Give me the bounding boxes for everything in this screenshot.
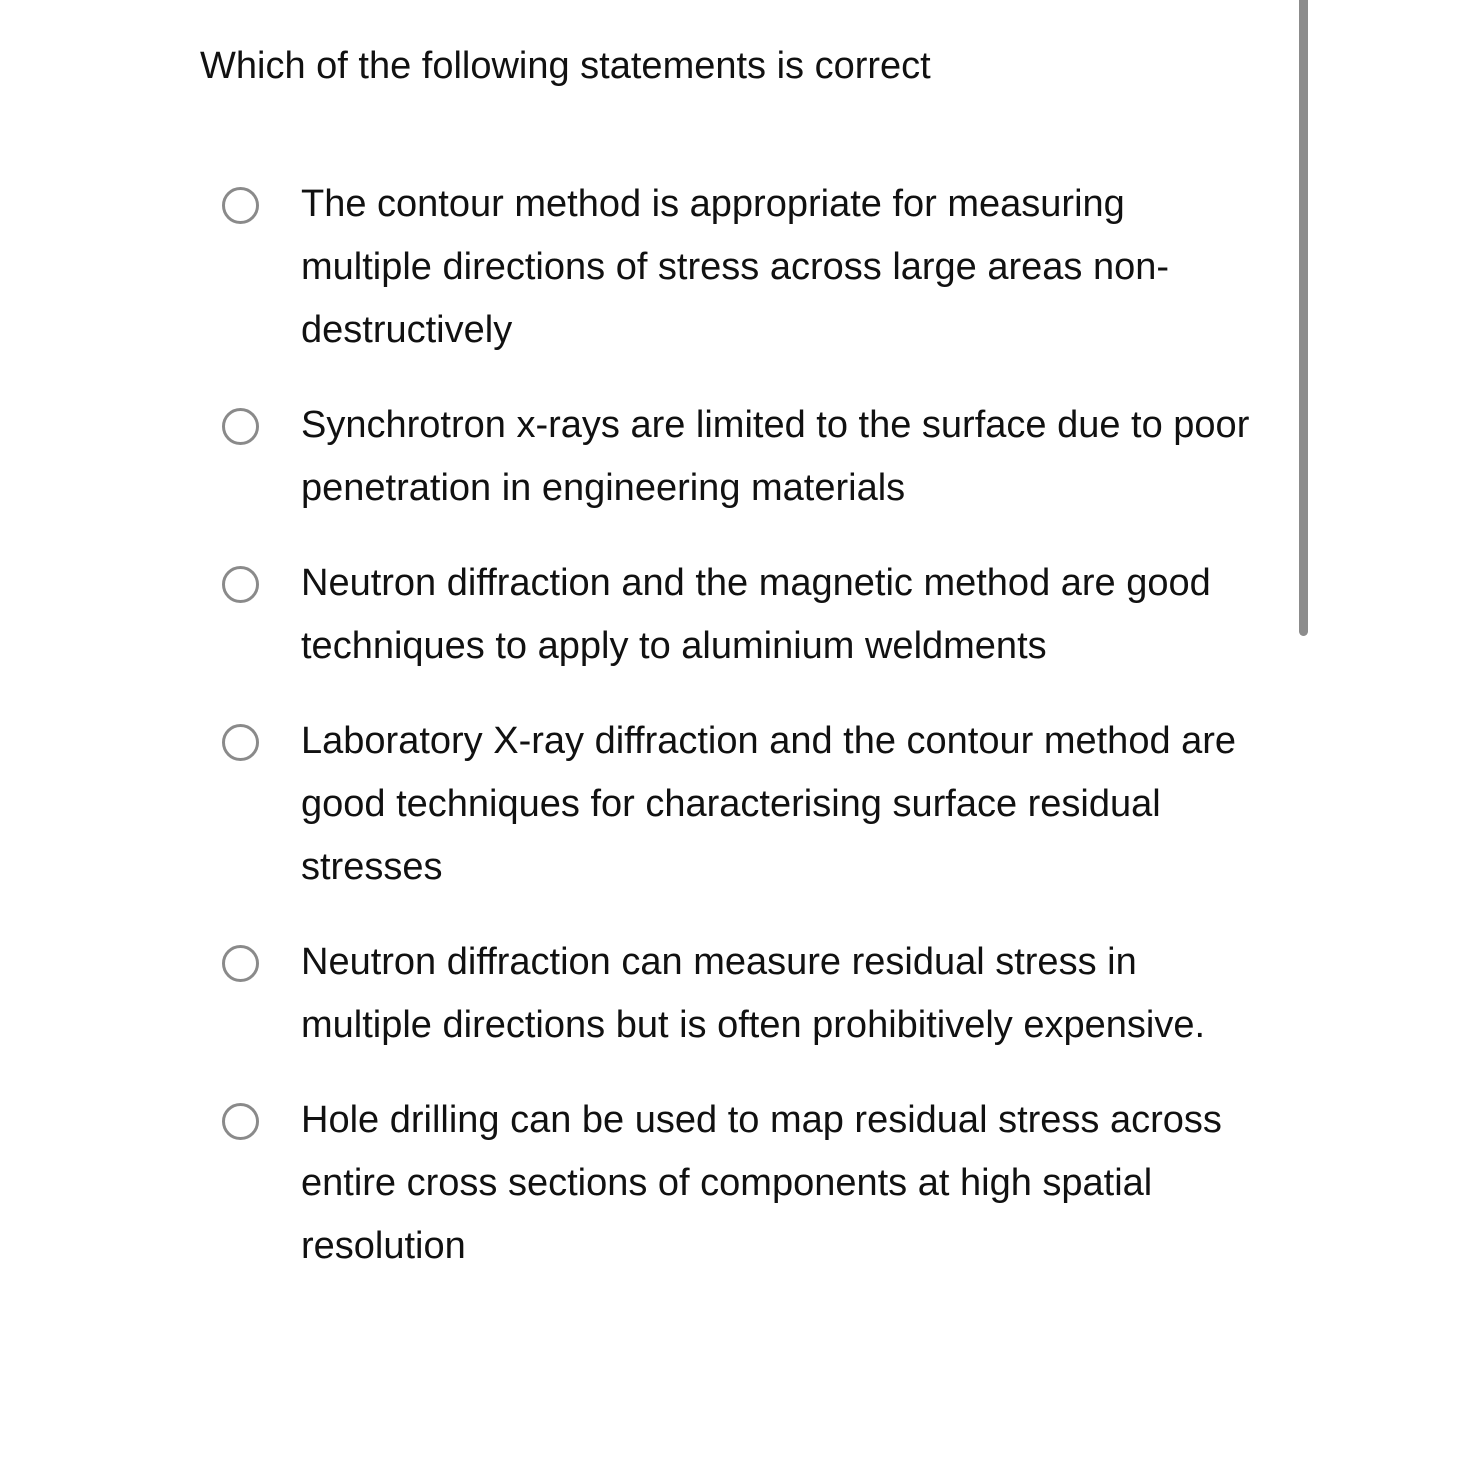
option-2[interactable] [222, 394, 1262, 520]
answer-options [222, 173, 1262, 1310]
option-4[interactable] [222, 710, 1262, 899]
radio-button-icon[interactable] [222, 945, 259, 982]
option-label: Neutron diffraction and the magnetic method are good techniques to apply to aluminium weldments [301, 562, 1211, 667]
option-5[interactable] [222, 931, 1262, 1057]
radio-button-icon[interactable] [222, 408, 259, 445]
option-label: Synchrotron x-rays are limited to the surface due to poor penetration in engineering materials [301, 404, 1250, 509]
option-6[interactable] [222, 1089, 1262, 1278]
radio-button-icon[interactable] [222, 724, 259, 761]
option-3[interactable] [222, 552, 1262, 678]
scrollbar-thumb[interactable] [1299, 0, 1308, 636]
radio-button-icon[interactable] [222, 566, 259, 603]
option-label: Laboratory X-ray diffraction and the contour method are good techniques for characterising surface residual stresses [301, 720, 1237, 888]
radio-button-icon[interactable] [222, 187, 259, 224]
question-text: Which of the following statements is correct [200, 45, 931, 87]
option-label: Neutron diffraction can measure residual stress in multiple directions but is often prohibitively expensive. [301, 941, 1206, 1046]
option-label: Hole drilling can be used to map residual stress across entire cross sections of components at high spatial resolution [301, 1099, 1222, 1267]
radio-button-icon[interactable] [222, 1103, 259, 1140]
option-label: The contour method is appropriate for measuring multiple directions of stress across large areas non-destructively [301, 183, 1170, 351]
option-1[interactable] [222, 173, 1262, 362]
